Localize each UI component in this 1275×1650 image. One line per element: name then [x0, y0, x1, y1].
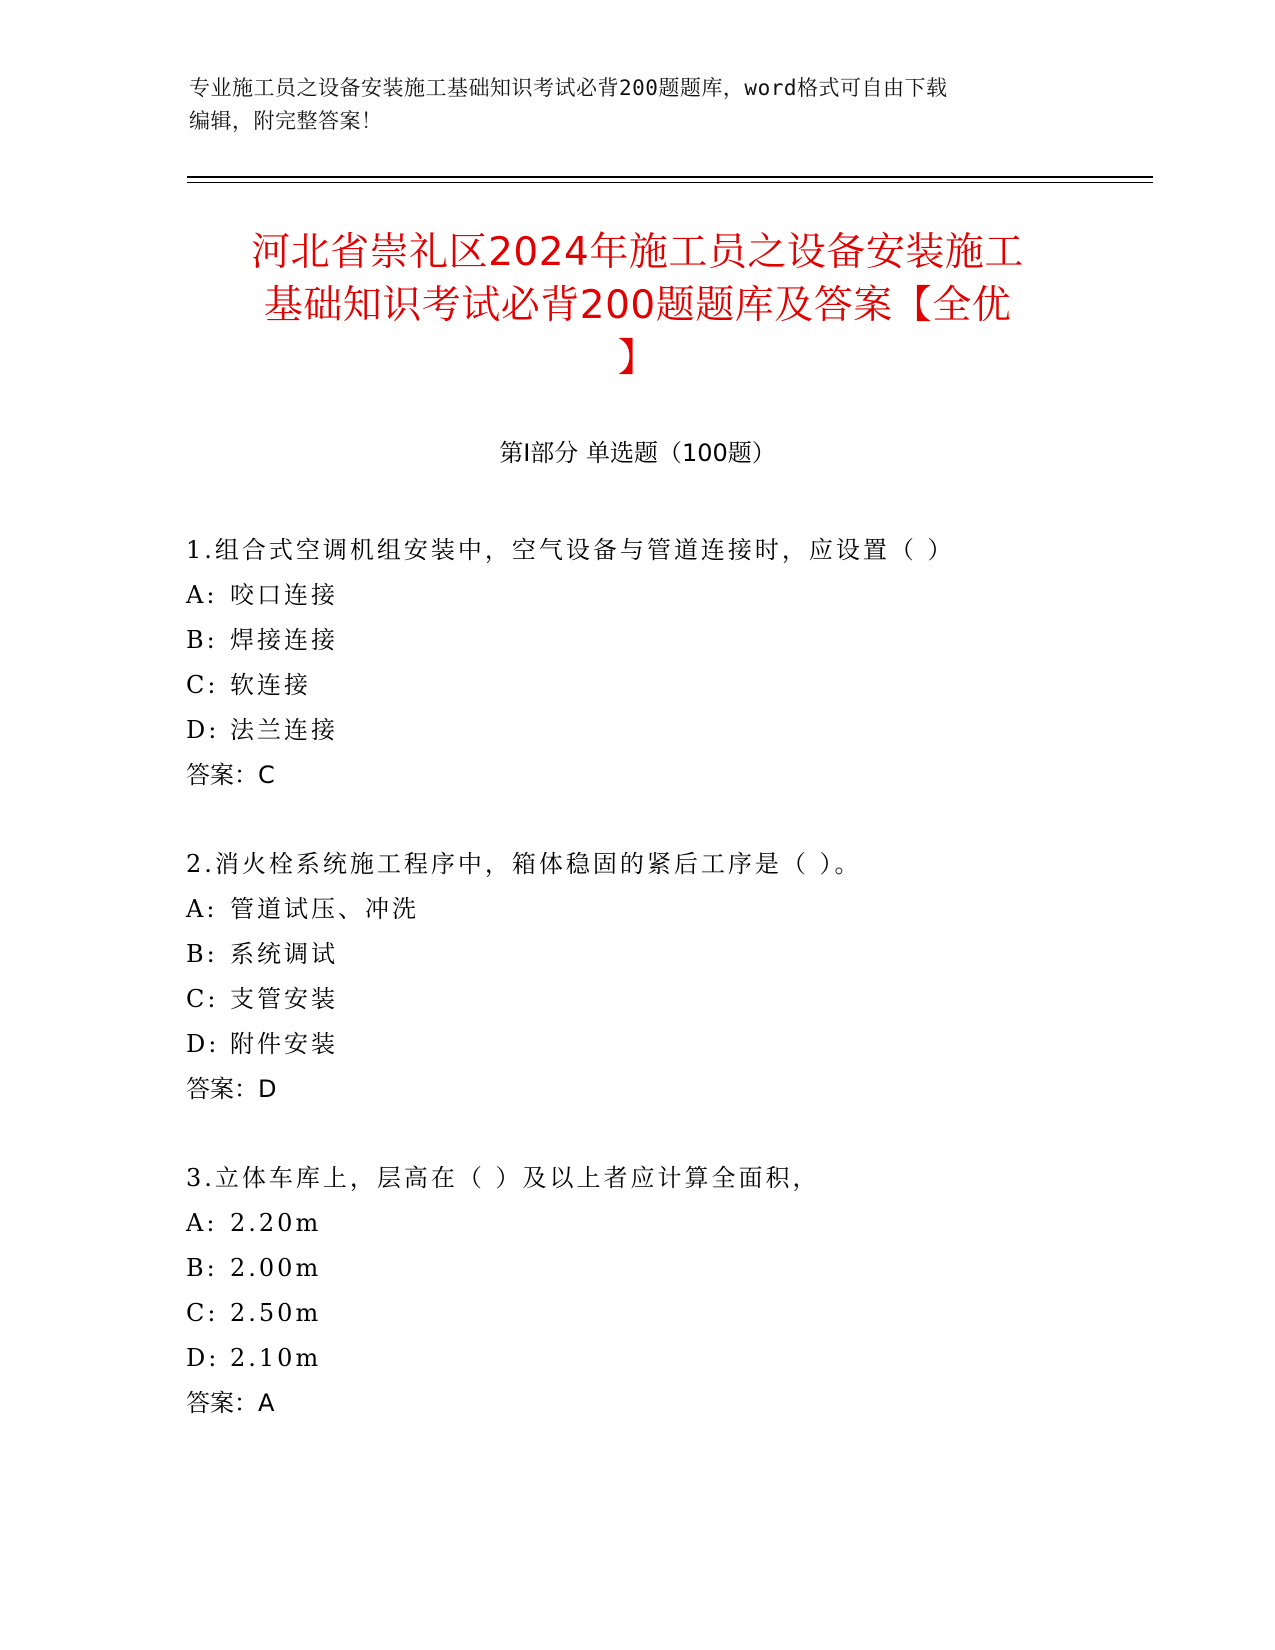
- header-divider-thin: [187, 182, 1153, 183]
- option-text: 2.10m: [230, 1344, 322, 1372]
- option-b: [186, 932, 1146, 977]
- option-text: 管道试压、冲洗: [230, 895, 419, 923]
- option-a: [186, 1201, 1146, 1246]
- question-item: [186, 528, 1146, 798]
- option-key: C:: [186, 1299, 219, 1327]
- option-d: [186, 1022, 1146, 1067]
- option-key: C:: [186, 985, 219, 1013]
- answer-line: 答案：C: [186, 761, 275, 789]
- option-key: A:: [186, 895, 218, 923]
- header-note: [189, 72, 1089, 138]
- option-text: 2.00m: [230, 1254, 322, 1282]
- option-key: C:: [186, 671, 219, 699]
- answer-line: 答案：A: [186, 1389, 275, 1417]
- option-text: 焊接连接: [230, 626, 338, 654]
- question-text: 2.消火栓系统施工程序中，箱体稳固的紧后工序是（ ）。: [186, 850, 862, 878]
- option-key: A:: [186, 1209, 218, 1237]
- header-divider-thick: [187, 176, 1153, 178]
- question-item: [186, 842, 1146, 1112]
- document-title-line-2: 基础知识考试必背200题题库及答案【全优: [263, 283, 1012, 328]
- option-text: 系统调试: [230, 940, 338, 968]
- option-b: [186, 618, 1146, 663]
- document-title-line-3: 】: [617, 336, 658, 381]
- option-text: 法兰连接: [230, 716, 338, 744]
- document-title-line-1: 河北省崇礼区2024年施工员之设备安装施工: [251, 230, 1024, 275]
- answer-line: 答案：D: [186, 1075, 277, 1103]
- header-note-line-2: 编辑，附完整答案！: [189, 109, 383, 133]
- header-note-line-1: 专业施工员之设备安装施工基础知识考试必背200题题库，word格式可自由下载: [189, 76, 948, 100]
- option-key: D:: [186, 1344, 220, 1372]
- option-text: 软连接: [230, 671, 311, 699]
- question-text: 3.立体车库上，层高在（ ）及以上者应计算全面积，: [186, 1164, 820, 1192]
- option-key: D:: [186, 1030, 220, 1058]
- option-key: B:: [186, 1254, 218, 1282]
- document-title: [180, 226, 1095, 385]
- option-text: 2.20m: [230, 1209, 322, 1237]
- question-list: [186, 528, 1146, 1470]
- option-c: [186, 1291, 1146, 1336]
- option-key: D:: [186, 716, 220, 744]
- question-text: 1.组合式空调机组安装中，空气设备与管道连接时，应设置（ ）: [186, 536, 955, 564]
- option-a: [186, 887, 1146, 932]
- section-heading: 第Ⅰ部分 单选题（100题）: [499, 439, 776, 467]
- option-key: B:: [186, 940, 218, 968]
- option-text: 2.50m: [230, 1299, 322, 1327]
- option-key: B:: [186, 626, 218, 654]
- option-a: [186, 573, 1146, 618]
- option-d: [186, 708, 1146, 753]
- option-b: [186, 1246, 1146, 1291]
- option-d: [186, 1336, 1146, 1381]
- option-text: 咬口连接: [230, 581, 338, 609]
- option-text: 附件安装: [230, 1030, 338, 1058]
- option-c: [186, 663, 1146, 708]
- question-item: [186, 1156, 1146, 1426]
- option-text: 支管安装: [230, 985, 338, 1013]
- option-key: A:: [186, 581, 218, 609]
- option-c: [186, 977, 1146, 1022]
